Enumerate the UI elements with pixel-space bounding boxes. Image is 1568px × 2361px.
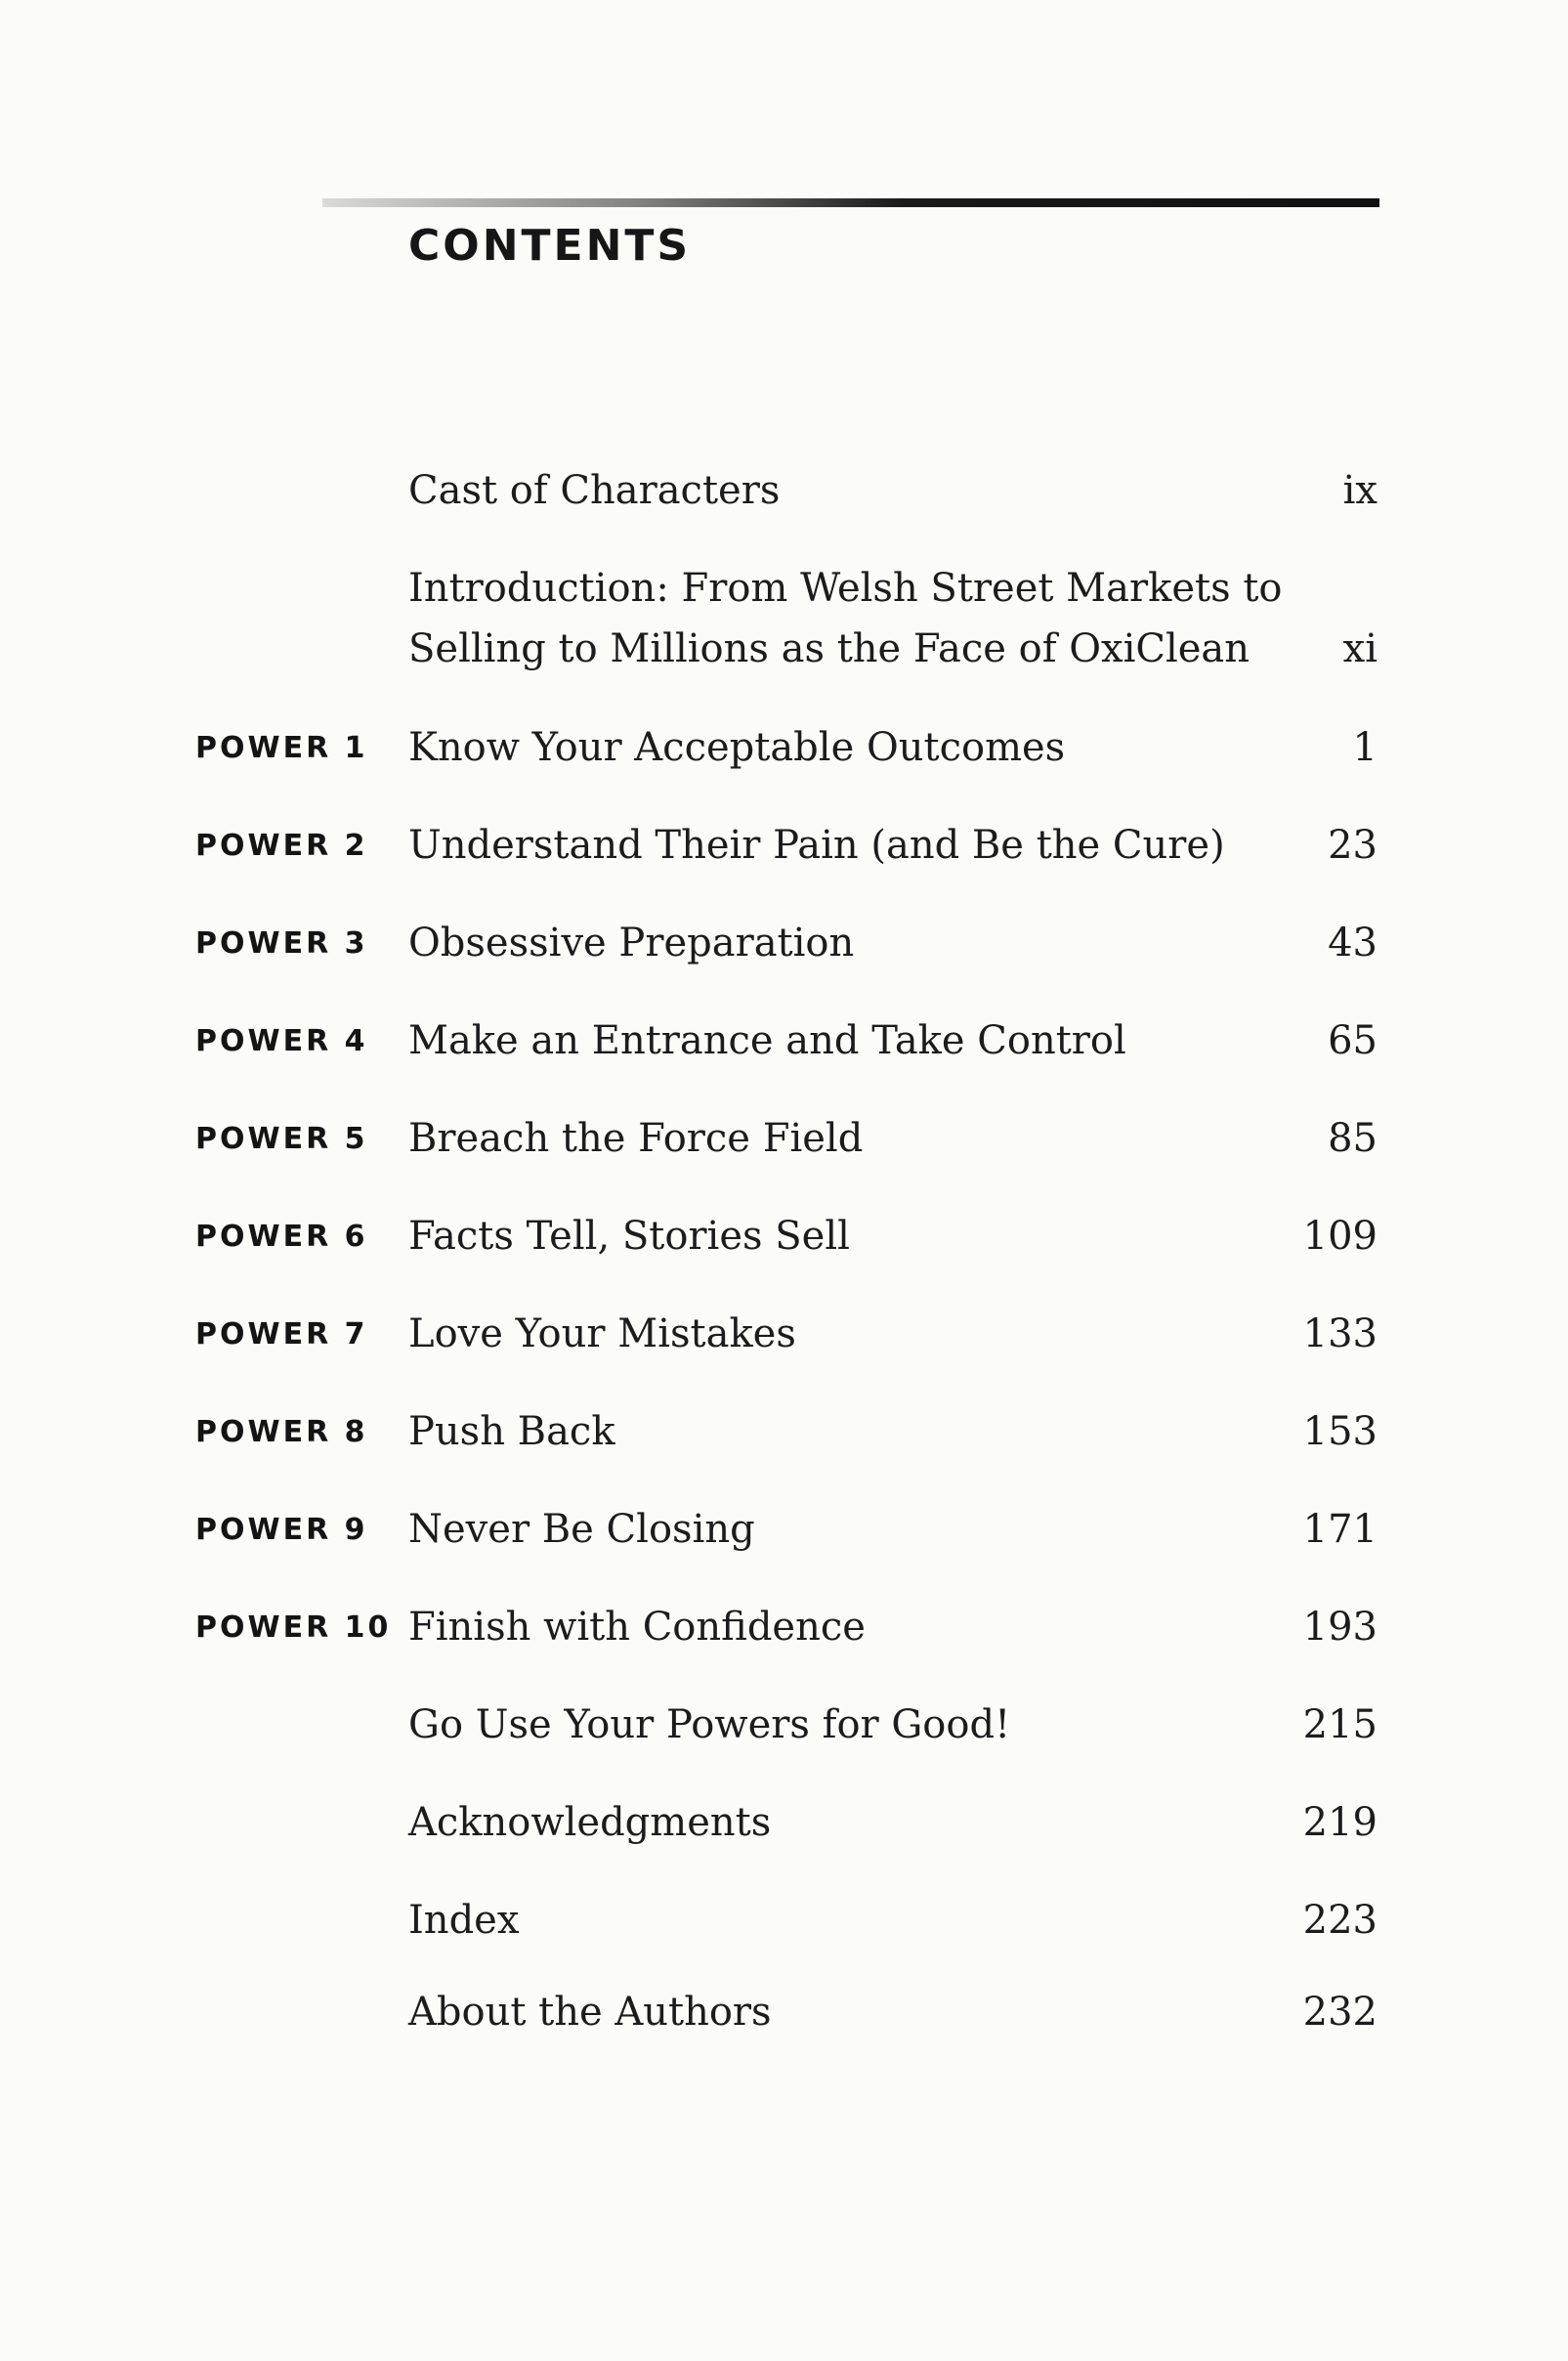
toc-entry [195,460,1377,521]
toc-entry [195,1695,1377,1755]
page-number: 171 [1302,1507,1377,1552]
page-number: 219 [1302,1800,1377,1845]
page-number: 133 [1302,1311,1377,1356]
power-label: POWER 3 [195,926,368,961]
toc-entry [195,1206,1377,1266]
power-label: POWER 9 [195,1513,368,1547]
toc-entry [195,1304,1377,1364]
entry-title: Cast of Characters [408,468,781,513]
entry-title: Finish with Confidence [408,1605,866,1650]
toc-entry [195,1890,1377,1951]
page-number: 85 [1328,1116,1377,1161]
page-number: 43 [1328,921,1377,966]
page-number: 109 [1302,1214,1377,1259]
entry-title: Push Back [408,1409,615,1454]
page-number: 215 [1302,1702,1377,1747]
toc-entry [195,913,1377,973]
entry-title: Facts Tell, Stories Sell [408,1214,850,1259]
toc-entry [195,558,1377,679]
page-number: xi [1342,626,1377,671]
entry-title: Obsessive Preparation [408,921,855,966]
page-number: 153 [1302,1409,1377,1454]
entry-title: Selling to Millions as the Face of OxiClean [408,626,1250,671]
page-number: 65 [1328,1018,1377,1063]
entry-title: Acknowledgments [408,1800,772,1845]
power-label: POWER 2 [195,829,368,863]
entry-title: Index [408,1898,520,1943]
toc-entry [195,1792,1377,1853]
toc-entry [195,1010,1377,1071]
entry-title: Breach the Force Field [408,1116,864,1161]
page-number: 223 [1302,1898,1377,1943]
toc-entry [195,1982,1377,2042]
power-label: POWER 4 [195,1024,368,1058]
entry-title: Introduction: From Welsh Street Markets to [408,566,1283,611]
power-label: POWER 7 [195,1317,368,1352]
page-number: 232 [1302,1990,1377,2035]
entry-title: Love Your Mistakes [408,1311,796,1356]
page-number: 23 [1328,823,1377,868]
entry-title: Never Be Closing [408,1507,755,1552]
power-label: POWER 5 [195,1122,368,1156]
power-label: POWER 8 [195,1415,368,1449]
toc-entry [195,1401,1377,1462]
power-label: POWER 10 [195,1610,392,1645]
power-label: POWER 6 [195,1220,368,1254]
page-number: 193 [1302,1605,1377,1650]
toc-entry [195,1597,1377,1657]
entry-title: Know Your Acceptable Outcomes [408,725,1066,770]
power-label: POWER 1 [195,731,368,765]
entry-title: Understand Their Pain (and Be the Cure) [408,823,1225,868]
entry-title: Make an Entrance and Take Control [408,1018,1126,1063]
entry-title: Go Use Your Powers for Good! [408,1702,1011,1747]
entry-title: About the Authors [408,1990,772,2035]
page-number: ix [1342,468,1377,513]
toc-entry [195,1499,1377,1560]
page-number: 1 [1352,725,1377,770]
toc-entry [195,1108,1377,1169]
toc-entry [195,717,1377,778]
toc-entry [195,815,1377,876]
page-title: CONTENTS [408,221,692,271]
